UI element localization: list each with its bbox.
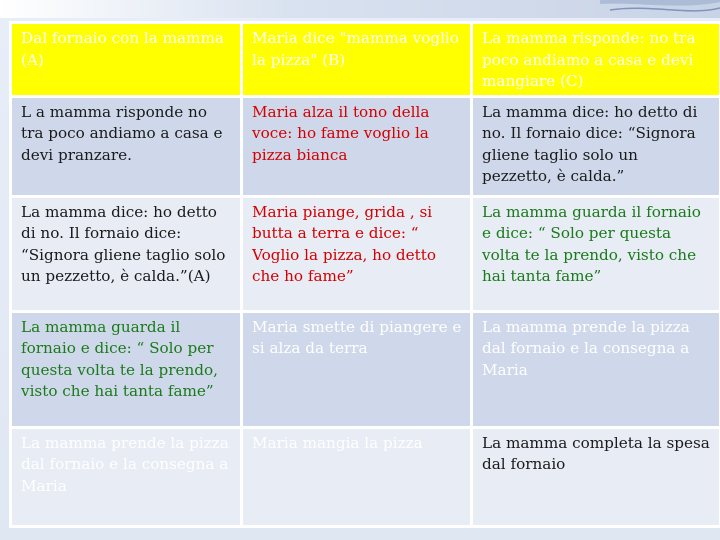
cell-text: La mamma guarda il fornaio e dice: “ Solo per questa volta te la prendo, visto che hai tanta fame” — [21, 317, 218, 400]
table-cell — [11, 427, 242, 526]
table-cell — [242, 196, 472, 311]
cell-text: L a mamma risponde no tra poco andiamo a casa e devi pranzare. — [21, 102, 223, 164]
cell-text: Maria alza il tono della voce: ho fame voglio la pizza bianca — [252, 102, 430, 164]
table-cell — [242, 23, 472, 97]
cell-text: Maria mangia la pizza — [252, 433, 423, 452]
corner-swirl-decoration — [600, 0, 720, 22]
table-cell — [242, 96, 472, 196]
cell-text: La mamma completa la spesa dal fornaio — [482, 433, 710, 473]
cell-text: La mamma prende la pizza dal fornaio e la consegna a Maria — [482, 317, 690, 379]
table-cell — [472, 427, 720, 526]
table-cell — [11, 311, 242, 427]
table-cell — [11, 96, 242, 196]
cell-text: Maria smette di piangere e si alza da terra — [252, 317, 462, 357]
table-cell — [242, 311, 472, 427]
cell-text: La mamma risponde: no tra poco andiamo a casa e devi mangiare (C) — [482, 29, 696, 90]
table-cell — [472, 23, 720, 97]
table-row — [11, 196, 720, 311]
table-cell — [472, 311, 720, 427]
story-table — [9, 21, 720, 528]
cell-text: Maria dice "mamma voglio la pizza" (B) — [252, 29, 459, 69]
table-row-header — [11, 23, 720, 97]
cell-text: La mamma dice: ho detto di no. Il fornaio dice: “Signora gliene taglio solo un pezzetto, è calda.”(A) — [21, 202, 226, 285]
cell-text: La mamma dice: ho detto di no. Il fornaio dice: “Signora gliene taglio solo un pezzetto, è calda.” — [482, 102, 698, 185]
table-cell — [11, 23, 242, 97]
table-row — [11, 311, 720, 427]
table-cell — [242, 427, 472, 526]
cell-text: Maria piange, grida , si butta a terra e dice: “ Voglio la pizza, ho detto che ho fame” — [252, 202, 436, 285]
table-row — [11, 427, 720, 526]
cell-text: Dal fornaio con la mamma (A) — [21, 29, 224, 69]
cell-text: La mamma prende la pizza dal fornaio e la consegna a Maria — [21, 433, 229, 495]
table-cell — [472, 196, 720, 311]
table-cell — [11, 196, 242, 311]
table-row — [11, 96, 720, 196]
cell-text: La mamma guarda il fornaio e dice: “ Solo per questa volta te la prendo, visto che hai tanta fame” — [482, 202, 701, 285]
table-cell — [472, 96, 720, 196]
